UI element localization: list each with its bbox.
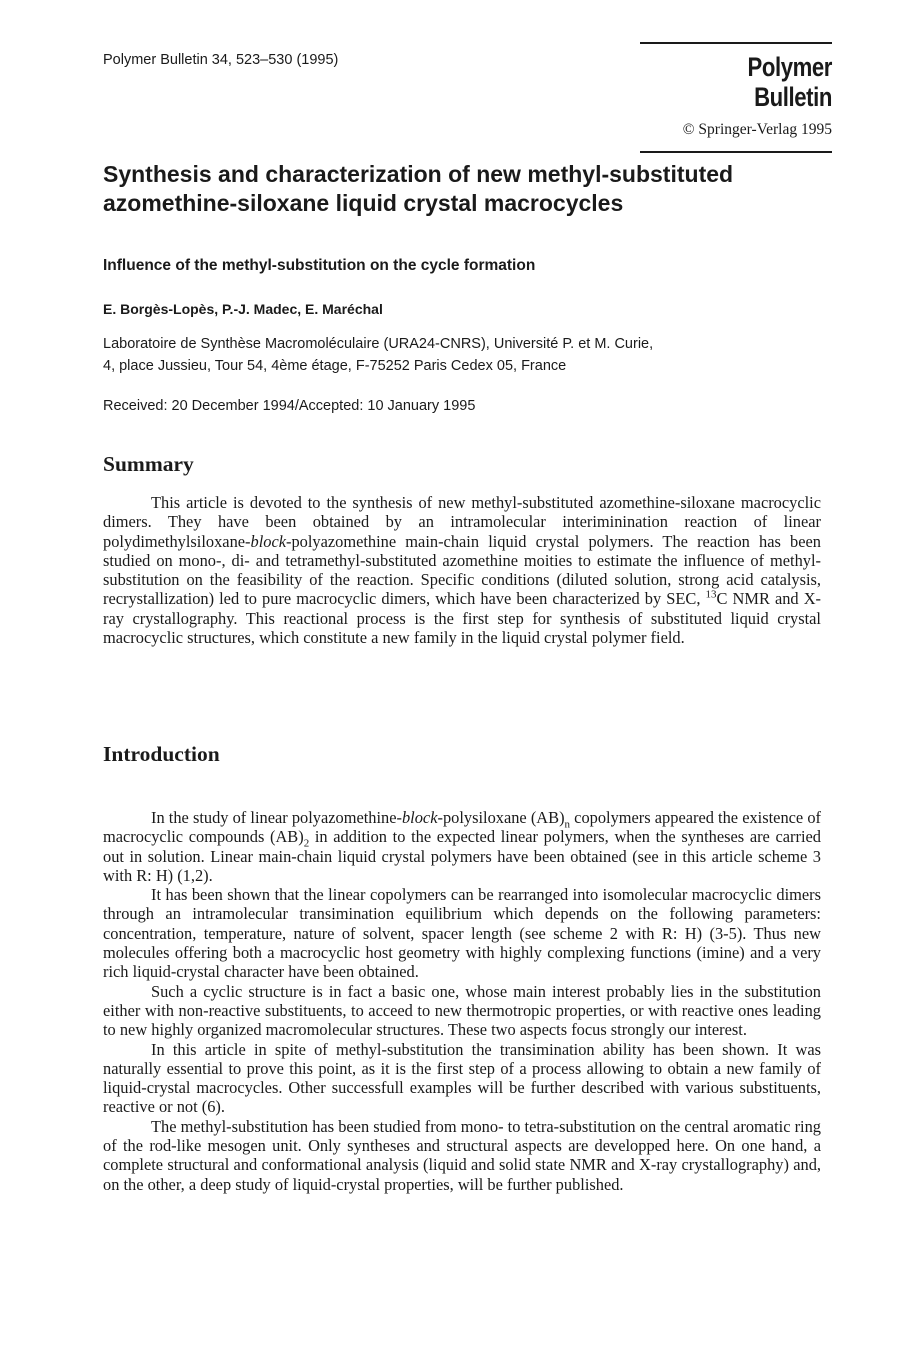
affiliation-line: Laboratoire de Synthèse Macromoléculaire (URA24-CNRS), Université P. et M. Curie,: [103, 336, 654, 352]
copyright-notice: © Springer-Verlag 1995: [682, 121, 832, 138]
journal-reference: Polymer Bulletin 34, 523–530 (1995): [103, 52, 339, 68]
masthead-bottom-rule: [640, 151, 832, 153]
journal-masthead: [640, 42, 832, 153]
introduction-heading: Introduction: [103, 742, 220, 766]
author-list: E. Borgès-Lopès, P.-J. Madec, E. Maréchal: [103, 301, 383, 317]
affiliation-line: 4, place Jussieu, Tour 54, 4ème étage, F-75252 Paris Cedex 05, France: [103, 358, 567, 374]
article-subtitle: Influence of the methyl-substitution on the cycle formation: [103, 257, 536, 274]
introduction-paragraph: The methyl-substitution has been studied from mono- to tetra-substitution on the central aromatic ring of the rod-like mesogen unit. Only syntheses and structural aspects are developped here. On one hand, a complete structural and conformational analysis (liquid and solid state NMR and X-ray crystallography) and, on the other, a deep study of liquid-crystal properties, will be further published.: [103, 1116, 821, 1194]
introduction-paragraph: It has been shown that the linear copolymers can be rearranged into isomolecular macrocyclic dimers through an intramolecular transimination equilibrium which depends on the following parameters: concentration, temperature, nature of solvent, spacer length (see scheme 2 with R: H) (3-5). Thus new molecules offering both a macrocyclic host geometry with highly complexing functions (imine) and a very rich liquid-crystal character have been obtained.: [103, 885, 821, 982]
introduction-paragraph: In the study of linear polyazomethine-block-polysiloxane $(AB)_n$ copolymers appeared the existence of macrocyclic compounds $(AB)_2$ in addition to the expected linear polymers, when the syntheses are carried out in solution. Linear main-chain liquid crystal polymers have been obtained (see in this article scheme 3 with R: H) (1,2).: [103, 808, 821, 885]
article-title: Synthesis and characterization of new methyl-substituted azomethine-siloxane liquid crystal macrocycles: [103, 161, 734, 216]
summary-paragraph: This article is devoted to the synthesis of new methyl-substituted azomethine-siloxane macrocyclic dimers. They have been obtained by an intramolecular interiminination reaction of linear polydimethylsiloxane-block-polyazomethine main-chain liquid crystal polymers. The reaction has been studied on mono-, di- and tetramethyl-substituted azomethine moities to estimate the influence of methyl-substitution on the feasibility of the reaction. Specific conditions (diluted solution, strong acid catalysis, recrystallization) led to pure macrocyclic dimers, which have been characterized by SEC, $^{13}$C NMR and X-ray crystallography. This reactional process is the first step for synthesis of substituted liquid crystal macrocyclic structures, which constitute a new family in the liquid crystal polymer field.: [103, 493, 821, 648]
received-date: Received: 20 December 1994/Accepted: 10 January 1995: [103, 398, 476, 414]
summary-section: [103, 493, 821, 647]
introduction-section: [103, 808, 821, 1194]
journal-name: Polymer Bulletin: [747, 52, 832, 112]
author-affiliation: [103, 333, 823, 377]
summary-heading: Summary: [103, 452, 194, 476]
introduction-paragraph: Such a cyclic structure is in fact a basic one, whose main interest probably lies in the substitution either with non-reactive substituents, to acceed to new thermotropic properties, or with reactive ones leading to new highly organized macromolecular structures. These two aspects focus strongly our interest.: [103, 981, 821, 1040]
introduction-paragraph: In this article in spite of methyl-substitution the transimination ability has been shown. It was naturally essential to prove this point, as it is the first step of a process allowing to obtain a new family of liquid-crystal macrocycles. Other successfull examples will be further described with various substituents, reactive or not (6).: [103, 1039, 821, 1117]
masthead-top-rule: [640, 42, 832, 44]
